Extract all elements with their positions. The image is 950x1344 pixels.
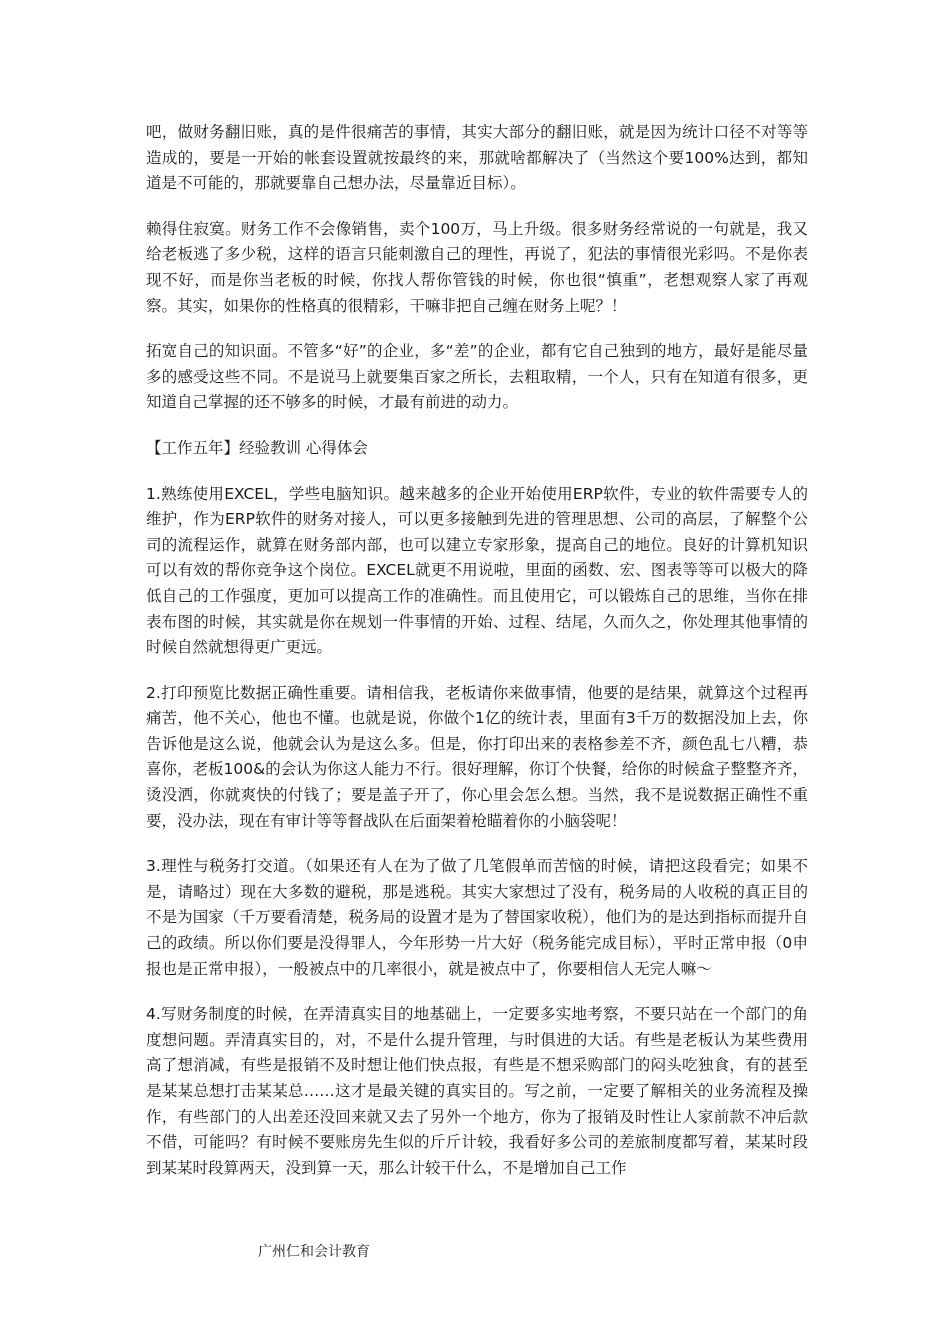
paragraph-item-3-tax: 3.理性与税务打交道。（如果还有人在为了做了几笔假单而苦恼的时候，请把这段看完；如果不是，请略过）现在大多数的避税，那是逃税。其实大家想过了没有，税务局的人收税的真正目的不是为国家（千万要看清楚，税务局的设置才是为了替国家收税），他们为的是达到指标而提升自己的政绩。所以你们要是没得罪人，今年形势一片大好（税务能完成目标），平时正常申报（0申报也是正常申报），一般被点中的几率很小，就是被点中了，你要相信人无完人嘛～ — [146, 857, 808, 978]
paragraph-patience: 赖得住寂寞。财务工作不会像销售，卖个100万，马上升级。很多财务经常说的一句就是，我又给老板逃了多少税，这样的语言只能刺激自己的理性，再说了，犯法的事情很光彩吗。不是你表现不好，而是你当老板的时候，你找人帮你管钱的时候，你也很“慎重”，老想观察人家了再观察。其实，如果你的性格真的很精彩，干嘛非把自己缠在财务上呢？！ — [146, 219, 808, 315]
paragraph-item-2-print-preview: 2.打印预览比数据正确性重要。请相信我，老板请你来做事情，他要的是结果，就算这个过程再痛苦，他不关心，他也不懂。也就是说，你做个1亿的统计表，里面有3千万的数据没加上去，你告诉他是这么说，他就会认为是这么多。但是，你打印出来的表格参差不齐，颜色乱七八糟，恭喜你，老板100&的会认为你这人能力不行。很好理解，你订个快餐，给你的时候盒子整整齐齐，烫没洒，你就爽快的付钱了；要是盖子开了，你心里会怎么想。当然，我不是说数据正确性不重要，没办法，现在有审计等等督战队在后面架着枪瞄着你的小脑袋呢！ — [146, 683, 808, 830]
section-heading: 【工作五年】经验教训 心得体会 — [146, 438, 368, 457]
page-footer: 广州仁和会计教育 — [258, 1244, 370, 1260]
document-body — [146, 120, 808, 1201]
paragraph-intro-accounts: 吧，做财务翻旧账，真的是件很痛苦的事情，其实大部分的翻旧账，就是因为统计口径不对等等造成的，要是一开始的帐套设置就按最终的来，那就啥都解决了（当然这个要100%达到，都知道是不可能的，那就要靠自己想办法，尽量靠近目标）。 — [146, 123, 808, 193]
paragraph-item-4-policy: 4.写财务制度的时候，在弄清真实目的地基础上，一定要多实地考察，不要只站在一个部门的角度想问题。弄清真实目的，对，不是什么提升管理，与时俱进的大话。有些是老板认为某些费用高了想消减，有些是报销不及时想让他们快点报，有些是不想采购部门的闷头吃独食，有的甚至是某某总想打击某某总……这才是最关键的真实目的。写之前，一定要了解相关的业务流程及操作，有些部门的人出差还没回来就又去了另外一个地方，你为了报销及时性让人家前款不冲后款不借，可能吗？有时候不要账房先生似的斤斤计较，我看好多公司的差旅制度都写着，某某时段到某某时段算两天，没到算一天，那么计较干什么，不是增加自己工作 — [146, 1005, 808, 1177]
paragraph-knowledge: 拓宽自己的知识面。不管多“好”的企业，多“差”的企业，都有它自己独到的地方，最好是能尽量多的感受这些不同。不是说马上就要集百家之所长，去粗取精，一个人，只有在知道有很多，更知道自己掌握的还不够多的时候，才最有前进的动力。 — [146, 342, 808, 412]
paragraph-item-1-excel: 1.熟练使用EXCEL，学些电脑知识。越来越多的企业开始使用ERP软件，专业的软件需要专人的维护，作为ERP软件的财务对接人，可以更多接触到先进的管理思想、公司的高层，了解整个公司的流程运作，就算在财务部内部，也可以建立专家形象，提高自己的地位。良好的计算机知识可以有效的帮你竞争这个岗位。EXCEL就更不用说啦，里面的函数、宏、图表等等可以极大的降低自己的工作强度，更加可以提高工作的准确性。而且使用它，可以锻炼自己的思维，当你在排表布图的时候，其实就是你在规划一件事情的开始、过程、结尾，久而久之，你处理其他事情的时候自然就想得更广更远。 — [146, 484, 808, 657]
